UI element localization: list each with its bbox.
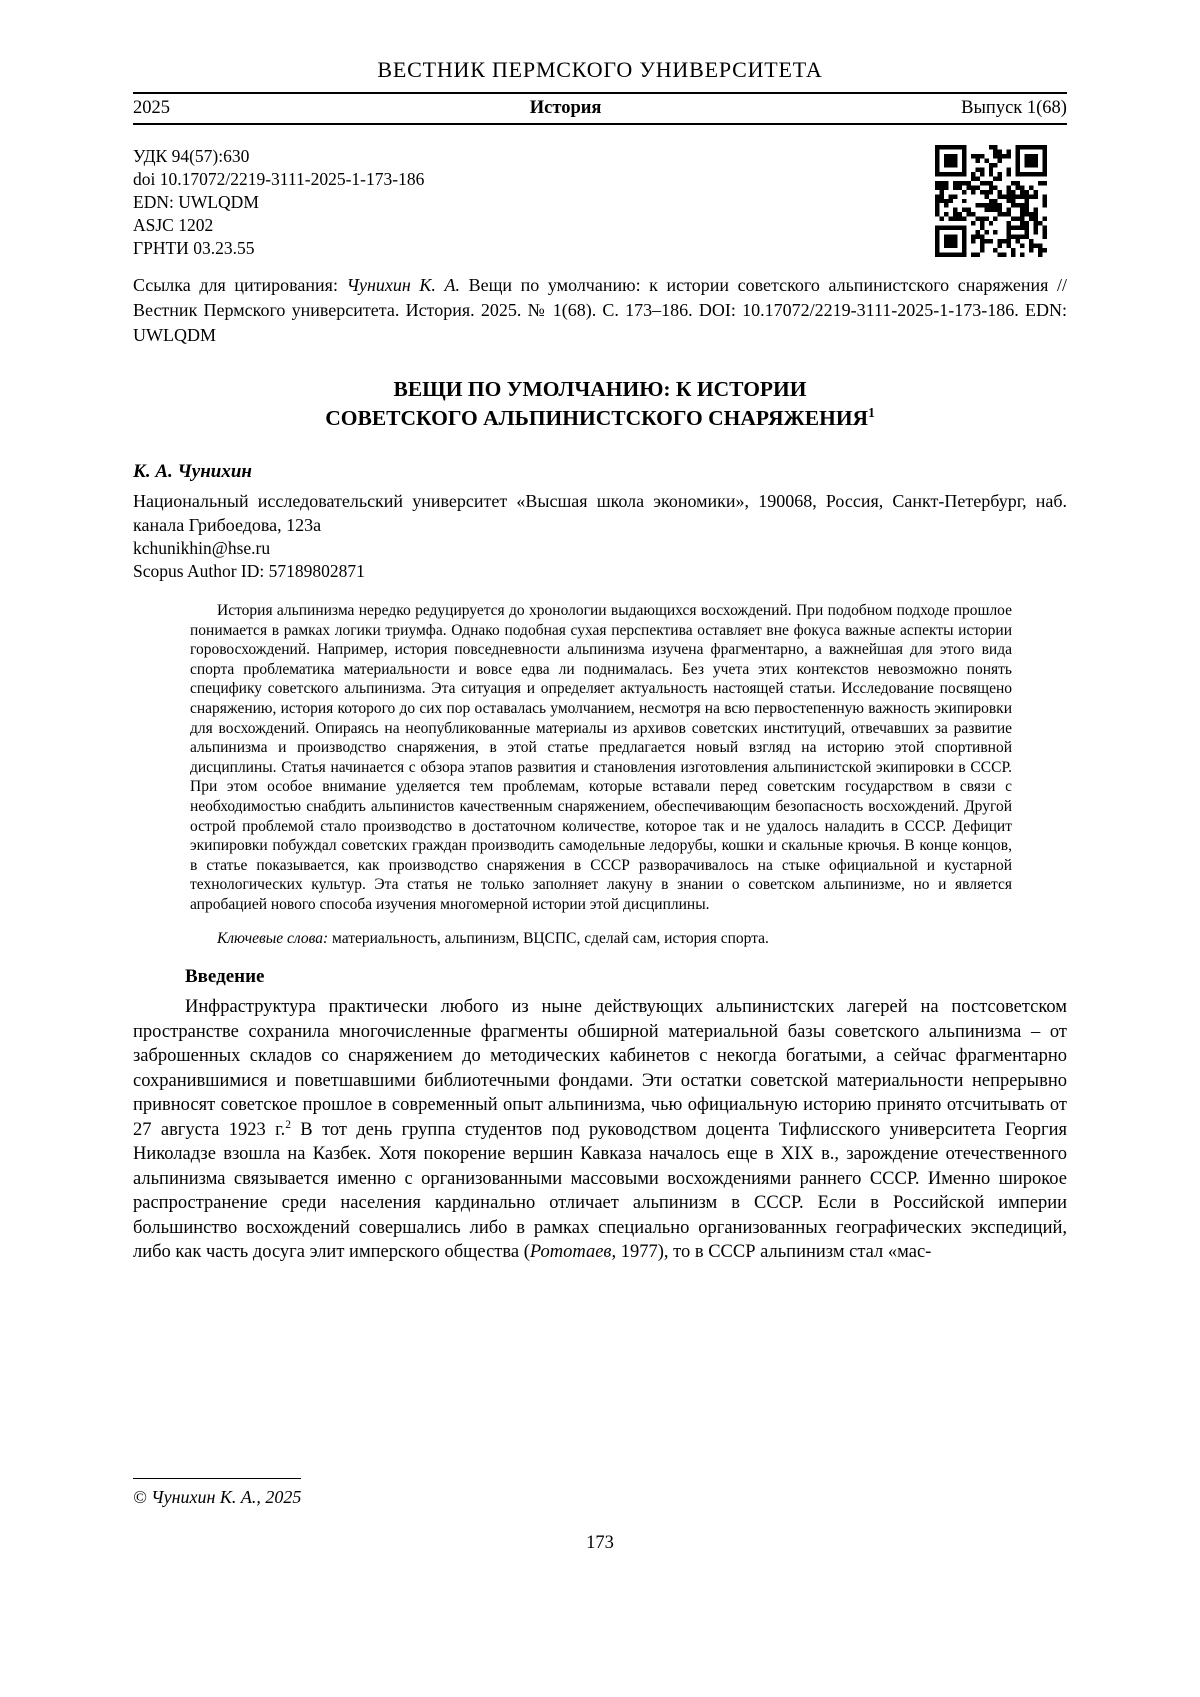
keywords-label: Ключевые слова: xyxy=(217,929,333,947)
intro-citation-author: Рототаев xyxy=(529,1242,612,1263)
udk-line: УДК 94(57):630 xyxy=(133,146,250,166)
title-footnote-marker: 1 xyxy=(868,404,875,420)
section-heading-introduction: Введение xyxy=(185,966,265,988)
asjc-line: ASJC 1202 xyxy=(133,215,214,235)
journal-header xyxy=(133,56,1067,125)
header-rule-bottom xyxy=(133,123,1067,125)
introduction-paragraph xyxy=(133,995,1067,1265)
doi-line: doi 10.17072/2219-3111-2025-1-173-186 xyxy=(133,169,425,189)
footnote-rule xyxy=(133,1478,301,1479)
issue-info-line xyxy=(133,94,1067,123)
journal-issue: Выпуск 1(68) xyxy=(961,98,1067,118)
intro-text-2: В тот день группа студентов под руководством доцента Тифлисского университета Георгия Николадзе взошла на Казбек. Хотя покорение вершин Кавказа началось еще в XIX в., зарождение отечественного альпинизма связывается именно с организованными массовыми восхождениями раннего СССР. Именно широкое распространение среди населения кардинально отличает альпинизм в СССР. Если в Российской империи большинство восхождений совершались либо в рамках специально организованных географических экспедиций, либо как часть досуга элит имперского общества ( xyxy=(133,1119,1067,1263)
copyright-notice: © Чунихин К. А., 2025 xyxy=(133,1487,302,1507)
grnti-line: ГРНТИ 03.23.55 xyxy=(133,238,255,258)
article-identifiers xyxy=(133,145,424,260)
author-scopus-id: Scopus Author ID: 57189802871 xyxy=(133,561,365,581)
intro-text-1: Инфраструктура практически любого из ныне действующих альпинистских лагерей на постсоветском пространстве сохранила многочисленные фрагменты обширной материальной базы советского альпинизма – от заброшенных складов со снаряжением до методических кабинетов с некогда богатыми, а сейчас фрагментарно сохранившимися и поветшавшими библиотечными фондами. Эти остатки советской материальности непрерывно привносят советское прошлое в современный опыт альпинизма, чью официальную историю принято отсчитывать от 27 августа 1923 г. xyxy=(133,997,1067,1140)
citation-label: Ссылка для цитирования: xyxy=(133,275,347,295)
author-name: К. А. Чунихин xyxy=(133,461,252,482)
article-title-line2: СОВЕТСКОГО АЛЬПИНИСТСКОГО СНАРЯЖЕНИЯ$^1$ xyxy=(325,404,875,430)
intro-footnote-marker: 2 xyxy=(285,1118,291,1131)
article-title-line1: ВЕЩИ ПО УМОЛЧАНИЮ: К ИСТОРИИ xyxy=(393,377,807,401)
journal-series: История xyxy=(529,98,602,118)
citation-authors: Чунихин К. А. xyxy=(346,275,460,295)
intro-text-3: , 1977), то в СССР альпинизм стал «мас- xyxy=(611,1242,932,1263)
author-affiliation: Национальный исследовательский университет «Высшая школа экономики», 190068, Россия, Санкт-Петербург, наб. канала Грибоедова, 123а xyxy=(133,491,1067,535)
journal-masthead: ВЕСТНИК ПЕРМСКОГО УНИВЕРСИТЕТА xyxy=(377,57,823,82)
keywords-paragraph xyxy=(190,929,1012,949)
abstract-paragraph: История альпинизма нередко редуцируется до хронологии выдающихся восхождений. При подобном подходе прошлое понимается в рамках логики триумфа. Однако подобная сухая перспектива оставляет вне фокуса важные аспекты истории горовосхождений. Например, история повседневности альпинизма изучена фрагментарно, а важнейшая для этого вида спорта проблематика материальности и вовсе едва ли поднималась. Без учета этих контекстов невозможно понять специфику советского альпинизма. Эта ситуация и определяет актуальность настоящей статьи. Исследование посвящено снаряжению, история которого до сих пор оставалась умолчанием, несмотря на всю первостепенную важность экипировки для восхождений. Опираясь на неопубликованные материалы из архивов советских институций, отвечавших за развитие альпинизма и производство снаряжения, в этой статье предлагается новый взгляд на историю этой спортивной дисциплины. Статья начинается с обзора этапов развития и становления изготовления альпинистской экипировки в СССР. При этом особое внимание уделяется тем проблемам, которые вставали перед советским государством в связи с необходимостью снабдить альпинистов качественным снаряжением, обеспечивающим безопасность восхождений. Другой острой проблемой стало производство в достаточном количестве, которое так и не удалось наладить в СССР. Дефицит экипировки побуждал советских граждан производить самодельные ледорубы, кошки и скальные крючья. В конце концов, в статье показывается, как производство снаряжения в СССР разворачивалось на стыке официальной и кустарной технологических культур. Эта статья не только заполняет лакуну в знании о советском альпинизме, но и является апробацией нового способа изучения многомерной истории этой дисциплины. xyxy=(190,602,1012,913)
citation-text: Вещи по умолчанию: к истории советского альпинистского снаряжения // Вестник Пермского университета. История. 2025. № 1(68). С. 173–186. DOI: 10.17072/2219-3111-2025-1-173-186. EDN: UWLQDM xyxy=(133,275,1068,345)
edn-line: EDN: UWLQDM xyxy=(133,192,259,212)
footnote-block xyxy=(133,1478,301,1509)
page-number: 173 xyxy=(586,1533,614,1553)
citation-paragraph xyxy=(133,273,1067,348)
article-title xyxy=(133,375,1067,433)
keywords-text: материальность, альпинизм, ВЦСПС, сделай сам, история спорта. xyxy=(332,929,769,947)
meta-row xyxy=(133,145,1067,260)
author-email: kchunikhin@hse.ru xyxy=(133,538,271,558)
journal-year: 2025 xyxy=(133,98,170,118)
qr-code-icon xyxy=(935,145,1047,257)
